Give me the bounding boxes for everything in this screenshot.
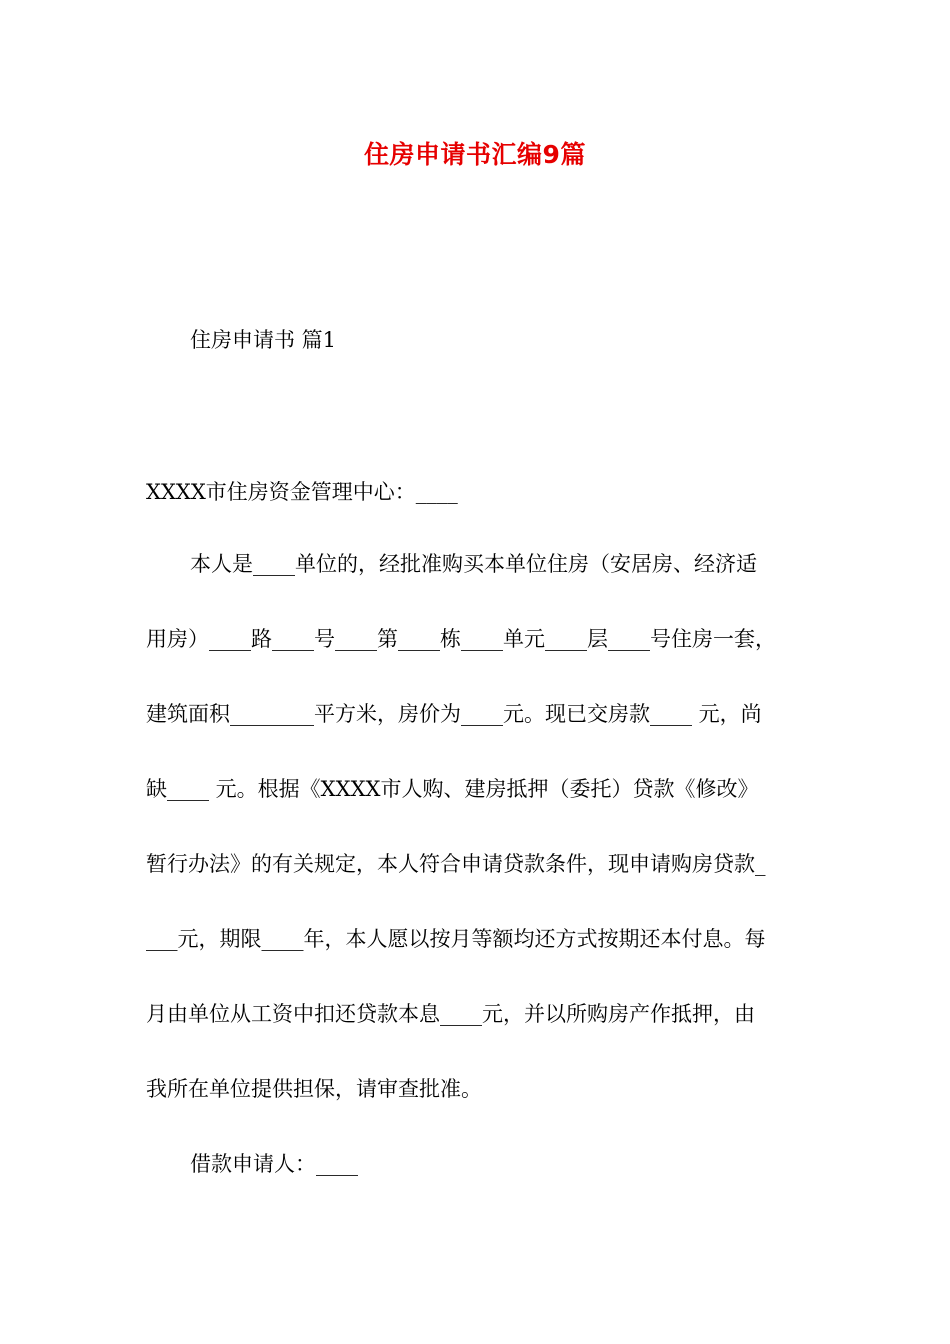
section-heading: 住房申请书 篇1 <box>190 328 337 352</box>
addressee-line: XXXX市住房资金管理中心：____ <box>146 480 458 504</box>
body-line: 用房）____路____号____第____栋____单元____层____号住房一套， <box>146 627 776 651</box>
document-title: 住房申请书汇编9篇 <box>364 140 586 169</box>
body-line: 本人是____单位的，经批准购买本单位住房（安居房、经济适 <box>190 552 757 576</box>
body-line: 我所在单位提供担保，请审查批准。 <box>146 1077 482 1101</box>
body-line: ___元，期限____年，本人愿以按月等额均还方式按期还本付息。每 <box>146 927 766 951</box>
body-line: 月由单位从工资中扣还贷款本息____元，并以所购房产作抵押，由 <box>146 1002 755 1026</box>
applicant-line: 借款申请人：____ <box>190 1152 358 1176</box>
body-line: 暂行办法》的有关规定，本人符合申请贷款条件，现申请购房贷款_ <box>146 852 766 876</box>
body-line: 建筑面积________平方米，房价为____元。现已交房款____ 元，尚 <box>146 702 762 726</box>
body-line: 缺____ 元。根据《XXXX市人购、建房抵押（委托）贷款《修改》 <box>146 777 759 801</box>
